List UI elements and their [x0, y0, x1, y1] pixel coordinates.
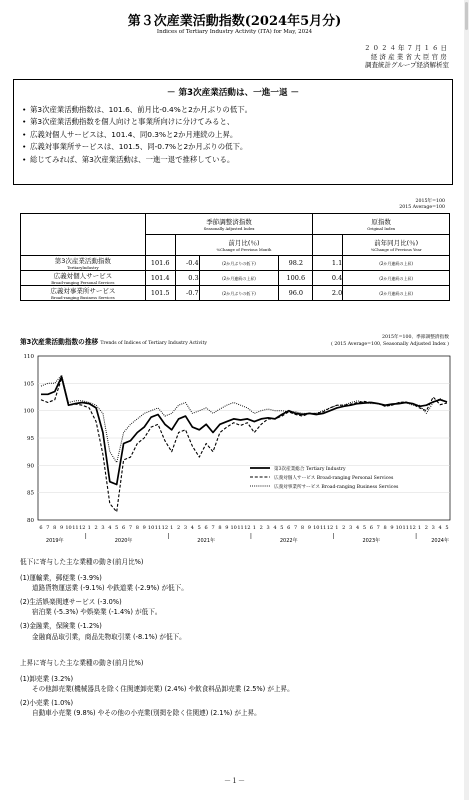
row-yoy-note: (2か月連続の上昇): [379, 261, 413, 266]
risers-heading: 上昇に寄与した主な業種の動き(前月比%): [20, 659, 144, 667]
x-tick-label: 2: [342, 525, 346, 531]
legend-entry: 第3次産業総合 Tertiary Industry: [274, 467, 346, 472]
x-tick-label: 8: [383, 525, 387, 531]
x-tick-label: 12: [79, 525, 86, 531]
x-tick-label: 6: [369, 525, 373, 531]
row-sa-value: 101.6: [145, 256, 175, 271]
x-tick-label: 10: [395, 525, 403, 531]
decliner-item: (1)運輸業，郵便業 (-3.9%): [20, 573, 102, 582]
x-tick-label: 4: [108, 525, 112, 531]
base-note-en: 2015 Average=100: [399, 205, 445, 210]
summary-bullet-continued: • 広義対事業所サービスは、101.5、同-0.7%と2か月ぶりの低下。: [22, 141, 452, 153]
summary-box: [13, 79, 453, 185]
x-tick-label: 1: [417, 525, 422, 531]
x-tick-label: 10: [65, 525, 72, 531]
x-tick-label: 5: [197, 525, 201, 531]
x-tick-label: 7: [211, 525, 215, 531]
riser-detail: その他卸売業(機械器具を除く住関連卸売業) (2.4%) や飲食料品卸売業 (2.5%) が上昇。: [32, 685, 294, 694]
y-tick-label: 100: [23, 408, 34, 415]
scrollbar-thumb[interactable]: [465, 2, 468, 30]
x-tick-label: 4: [273, 525, 277, 531]
x-year-label: 2022年: [279, 538, 298, 544]
table-row: [21, 286, 450, 301]
x-tick-label: 3: [349, 525, 353, 531]
x-tick-label: 7: [376, 525, 380, 531]
x-tick-label: 7: [128, 525, 133, 531]
row-name: 広義対事業所サービス Broad-ranging Business Services: [21, 286, 146, 301]
x-tick-label: 4: [355, 525, 360, 531]
x-tick-label: 6: [39, 525, 43, 531]
table-row: [21, 256, 450, 271]
decliner-item: (2)生活娯楽関連サービス (-3.0%): [20, 597, 122, 606]
x-year-label: 2024年: [431, 538, 449, 544]
x-tick-label: 12: [244, 525, 251, 531]
row-sa-value: 101.4: [145, 271, 175, 286]
sa-header: 季節調整済指数 Seasonally Adjusted Index: [145, 214, 313, 235]
riser-item: (1)卸売業 (3.2%): [20, 674, 74, 683]
decliners-heading: 低下に寄与した主な業種の動き(前月比%): [20, 558, 144, 566]
y-tick-label: 90: [27, 463, 34, 470]
x-tick-label: 4: [190, 525, 194, 531]
x-tick-label: 11: [72, 525, 79, 531]
row-orig-value: 98.2: [279, 256, 313, 271]
chart-title-en: Trends of Indices of Tertiary Industry Activity: [100, 341, 207, 346]
x-tick-label: 2: [94, 525, 98, 531]
x-tick-label: 10: [313, 525, 320, 531]
x-tick-label: 2: [259, 525, 263, 531]
x-tick-label: 5: [362, 525, 367, 531]
y-tick-label: 110: [23, 354, 34, 360]
x-tick-label: 1: [335, 525, 339, 531]
orig-header: 原指数 Original Index: [313, 214, 450, 235]
x-tick-label: 10: [147, 525, 155, 531]
x-tick-label: 7: [294, 525, 298, 531]
x-tick-label: 7: [46, 525, 50, 531]
release-date: ２０２４年７月１６日: [364, 44, 449, 52]
x-tick-label: 9: [390, 525, 394, 531]
row-sa-value: 101.5: [145, 286, 175, 301]
x-tick-label: 2: [424, 525, 428, 531]
row-yoy-value: 2.0: [313, 286, 343, 301]
chart-title: [20, 336, 207, 346]
row-mom-value: 0.3: [175, 271, 199, 286]
decliner-detail: 金融商品取引業，商品先物取引業 (-8.1%) が低下。: [32, 632, 186, 641]
row-yoy-note: (2か月連続の上昇): [379, 291, 413, 296]
x-tick-label: 6: [204, 525, 208, 531]
row-mom-value: -0.4: [175, 256, 199, 271]
x-tick-label: 8: [300, 525, 305, 531]
row-name: 第3次産業活動指数 TertiaryIndustry: [21, 256, 146, 271]
x-tick-label: 10: [230, 525, 237, 531]
row-yoy-value: 1.1: [313, 256, 343, 271]
page-number: －１－: [224, 777, 245, 785]
x-tick-label: 5: [280, 525, 284, 531]
x-tick-label: 1: [252, 525, 256, 531]
decliner-detail: 道路貨物運送業 (-9.1%) や鉄道業 (-2.9%) が低下。: [32, 584, 188, 593]
yoy-header: 前年同月比(％) %Change of Previous Year: [343, 235, 450, 256]
x-tick-label: 12: [161, 525, 169, 531]
risers-section: [20, 658, 294, 719]
series-line-1: [41, 377, 447, 485]
table-base-note: [399, 199, 445, 211]
summary-list: [22, 104, 452, 166]
riser-item: (2)小売業 (1.0%): [20, 698, 74, 707]
row-orig-value: 96.0: [279, 286, 313, 301]
x-tick-label: 6: [287, 525, 291, 531]
summary-bullet-continued: • 広義対個人サービスは、101.4、同0.3%と2か月連続の上昇。: [22, 129, 452, 141]
decliner-item: (3)金融業，保険業 (-1.2%): [20, 621, 102, 630]
row-name: 広義対個人サービス Broad-ranging Personal Services: [21, 271, 146, 286]
row-mom-note: (2か月ぶりの低下): [222, 261, 256, 266]
chart-title-jp: 第3次産業活動指数の推移: [20, 338, 99, 346]
x-year-label: 2021年: [197, 538, 216, 544]
summary-bullet: • 第3次産業活動指数を個人向けと事業所向けに分けてみると、: [22, 116, 452, 128]
y-tick-label: 85: [27, 490, 34, 497]
decliner-detail: 宿泊業 (-5.3%) や娯楽業 (-1.4%) が低下。: [32, 608, 162, 617]
trend-chart: [0, 350, 469, 550]
page-title: 第３次産業活動指数(2024年5月分): [127, 14, 342, 29]
y-tick-label: 80: [27, 518, 34, 524]
row-yoy-note: (2か月連続の上昇): [379, 276, 413, 281]
x-tick-label: 3: [266, 525, 270, 531]
x-tick-label: 3: [183, 525, 188, 531]
table-row: [21, 271, 450, 286]
series-line-2: [41, 378, 447, 512]
row-yoy-value: 0.4: [313, 271, 343, 286]
mom-header: 前月比(％) %Change of Previous Month: [175, 235, 313, 256]
x-tick-label: 11: [319, 525, 327, 531]
x-tick-label: 9: [142, 525, 146, 531]
y-tick-label: 95: [27, 436, 34, 442]
x-tick-label: 3: [431, 525, 435, 531]
department-name: 調査統計グループ経済解析室: [365, 61, 449, 70]
publisher-block: [364, 44, 449, 70]
row-mom-note: (2か月ぶりの低下): [222, 291, 256, 296]
summary-heading: － 第3次産業活動は、一進一退 －: [166, 88, 300, 98]
x-year-label: 2020年: [114, 538, 133, 544]
x-tick-label: 11: [237, 525, 244, 531]
x-tick-label: 12: [326, 525, 334, 531]
x-tick-label: 5: [445, 525, 449, 531]
row-mom-note: (2か月連続の上昇): [222, 276, 256, 281]
x-year-label: 2019年: [45, 538, 64, 544]
x-tick-label: 9: [225, 525, 229, 531]
x-year-label: 2023年: [362, 538, 381, 544]
x-tick-label: 4: [438, 525, 442, 531]
base-note-jp: 2015年=100: [415, 199, 445, 204]
x-tick-label: 3: [101, 525, 105, 531]
x-tick-label: 11: [402, 525, 409, 531]
row-orig-value: 100.6: [279, 271, 313, 286]
summary-bullet: • 総じてみれば、第3次産業活動は、一進一退で推移している。: [22, 154, 452, 166]
x-tick-label: 1: [170, 525, 174, 531]
x-tick-label: 11: [154, 525, 162, 531]
x-tick-label: 8: [53, 525, 57, 531]
scrollbar[interactable]: [464, 0, 469, 800]
x-tick-label: 5: [115, 525, 119, 531]
chart-note-jp: 2015年=100、季節調整済指数: [382, 335, 449, 340]
riser-detail: 自動車小売業 (9.8%) やその他の小売業(別掲を除く住関連) (2.1%) が上昇。: [32, 709, 261, 718]
x-tick-label: 9: [60, 525, 64, 531]
legend-entry: 広義対事業所サービス Broad-ranging Business Services: [274, 485, 399, 490]
index-table: [20, 213, 450, 301]
legend-entry: 広義対個人サービス Broad-ranging Personal Services: [274, 476, 394, 481]
x-tick-label: 2: [177, 525, 181, 531]
x-tick-label: 9: [307, 525, 311, 531]
ministry-name: 経済産業省大臣官房: [370, 52, 449, 61]
x-tick-label: 8: [218, 525, 222, 531]
x-tick-label: 6: [121, 525, 126, 531]
summary-bullet: • 第3次産業活動指数は、101.6、前月比-0.4%と2か月ぶりの低下。: [22, 104, 452, 116]
row-mom-value: -0.7: [175, 286, 199, 301]
y-tick-label: 105: [23, 381, 34, 388]
x-tick-label: 1: [87, 525, 91, 531]
x-tick-label: 8: [135, 525, 139, 531]
decliners-section: [20, 557, 188, 642]
page-subtitle: Indices of Tertiary Industry Activity (ITA) for May, 2024: [156, 29, 313, 35]
chart-note: [331, 334, 449, 348]
chart-note-en: ( 2015 Average=100, Seasonally Adjusted Index ): [331, 342, 449, 347]
x-tick-label: 12: [409, 525, 416, 531]
